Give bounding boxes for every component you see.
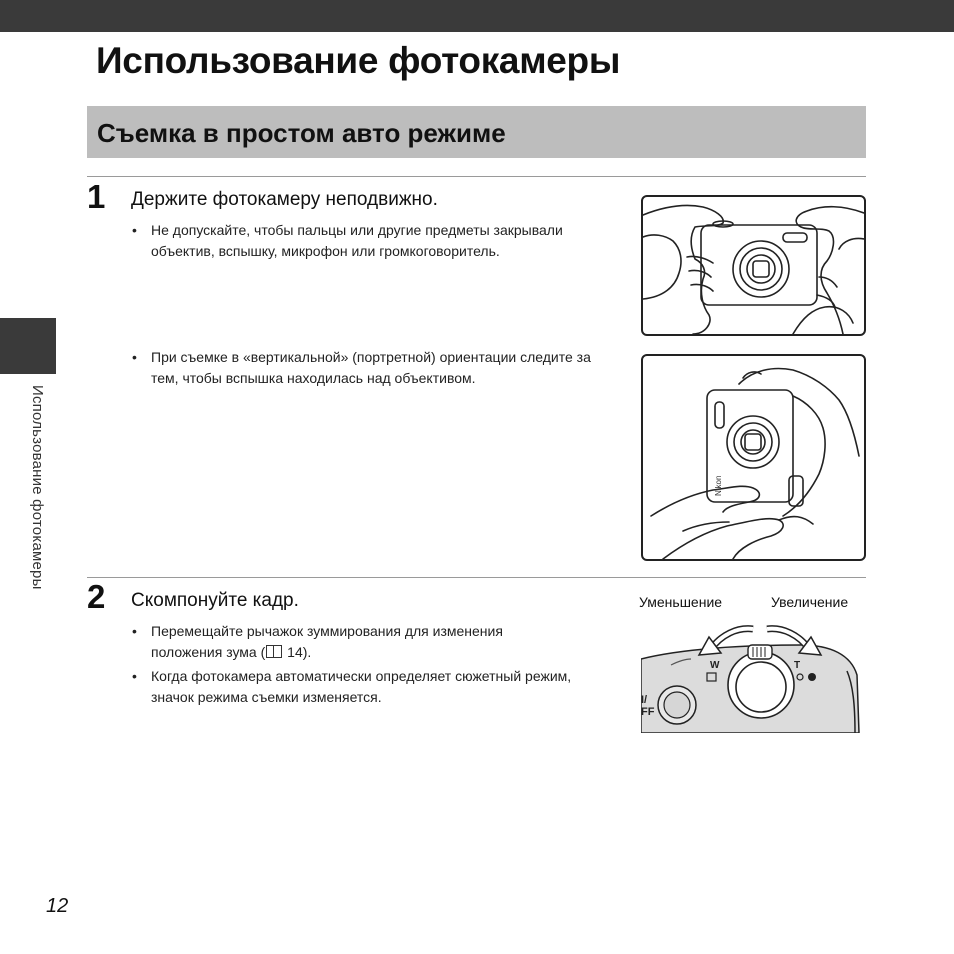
step2-bullet-2-text: Когда фотокамера автоматически определяет сюжетный режим, значок режима съемки изменяется.: [151, 668, 572, 705]
bullet-dot: •: [132, 668, 137, 684]
vertical-grip-illustration: [641, 354, 866, 561]
step1-number: 1: [87, 178, 106, 215]
zoom-in-label: Увеличение: [771, 594, 849, 610]
side-tab-text: Использование фотокамеры: [29, 385, 46, 590]
zoom-control-illustration: [641, 615, 866, 733]
step2-bullet-2: [132, 666, 591, 708]
step2-title: Скомпонуйте кадр.: [131, 590, 299, 611]
bullet-dot: •: [132, 222, 137, 238]
bullet-dot: •: [132, 623, 137, 639]
section-header: [87, 106, 866, 158]
step2-bullet-1-text: Перемещайте рычажок зуммирования для изменения положения зума (: [151, 623, 503, 660]
step1-bullet-1-text: Не допускайте, чтобы пальцы или другие предметы закрывали объектив, вспышку, микрофон или громкоговоритель.: [151, 222, 563, 259]
page-number: 12: [46, 895, 69, 917]
step1-bullet-2: [132, 347, 621, 389]
bullet-dot: •: [132, 349, 137, 365]
step1-bullet-1: [132, 220, 571, 262]
page-title: Использование фотокамеры: [96, 40, 621, 81]
zoom-t-label: T: [794, 660, 801, 671]
power-label-bottom: FF: [641, 706, 655, 718]
top-bar: [0, 0, 954, 32]
step1-title: Держите фотокамеру неподвижно.: [131, 189, 438, 210]
side-tab-marker: [0, 318, 56, 374]
power-label-top: I/: [641, 694, 648, 706]
zoom-w-label: W: [710, 660, 720, 671]
section-title: Съемка в простом авто режиме: [97, 118, 506, 148]
zoom-out-label: Уменьшение: [639, 594, 723, 610]
camera-horizontal-svg: [643, 197, 864, 334]
help-icon: [808, 673, 816, 681]
horizontal-grip-illustration: [641, 195, 866, 336]
step2-divider: [87, 577, 866, 578]
step1-bullet-2-text: При съемке в «вертикальной» (портретной) ориентации следите за тем, чтобы вспышка находилась над объективом.: [151, 349, 591, 386]
step2-number: 2: [87, 578, 106, 615]
step2-bullet-1-ref[interactable]: 14).: [287, 644, 312, 660]
camera-vertical-svg: [643, 356, 864, 559]
zoom-lever-svg: [641, 615, 866, 733]
step1-divider: [87, 176, 866, 177]
book-reference-icon: [266, 645, 282, 658]
nikon-logo: Nikon: [714, 475, 723, 496]
step2-bullet-1: [132, 621, 571, 663]
